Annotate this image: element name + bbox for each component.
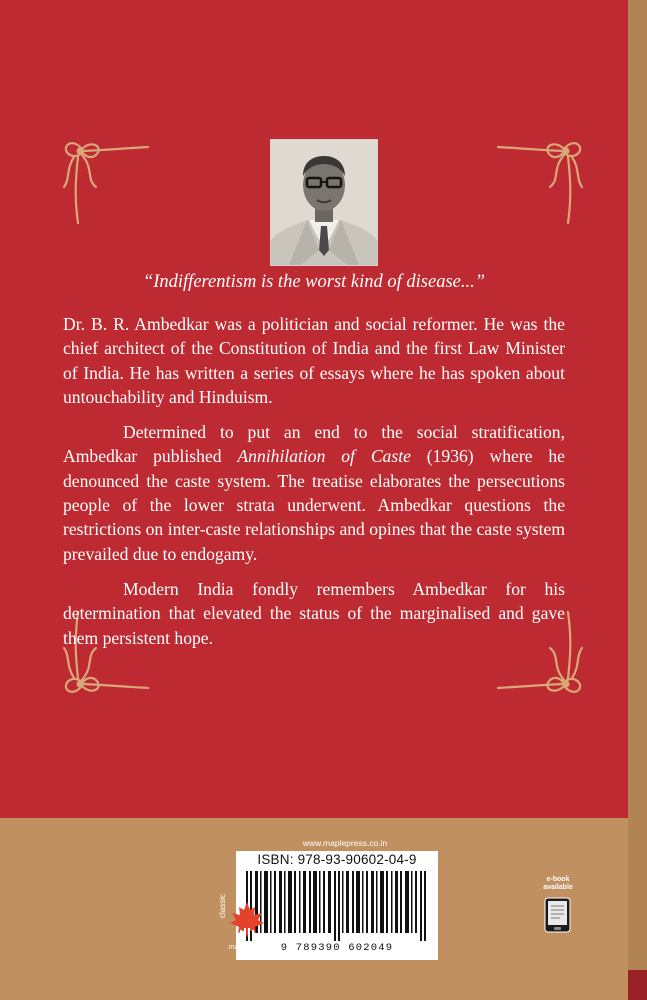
publisher-url: www.maplepress.co.in (302, 838, 388, 848)
blurb-paragraph-2-end: (1936) where he denounced the caste system. The treatise elaborates the persecutions people of the lower strata underwent. Ambedkar questions the restrictions on inter-caste relationships and opines that the caste system prevailed due to endogamy. (63, 446, 565, 564)
maple-leaf-logo-icon (229, 900, 265, 948)
book-title: Annihilation of Caste (237, 446, 411, 467)
barcode-number: 9 789390 602049 (280, 942, 394, 954)
spine-edge-bottom (628, 970, 647, 1000)
blurb (63, 312, 565, 661)
ebook-badge-label (538, 876, 578, 892)
blurb-paragraph-2-start: Determined to put an end to the social stratification, Ambedkar published (63, 422, 565, 467)
ebook-reader-icon (544, 897, 571, 933)
blurb-paragraph-2 (63, 420, 565, 566)
publisher-name: maple press (228, 944, 268, 951)
blurb-paragraph-3: Modern India fondly remembers Ambedkar for his determination that elevated the status of the marginalised and gave them persistent hope. (63, 578, 565, 648)
spine-edge (628, 0, 647, 1000)
isbn-label: ISBN: 978-93-90602-04-9 (257, 852, 417, 867)
quote: “Indifferentism is the worst kind of disease...” (142, 272, 486, 292)
author-portrait (270, 139, 378, 266)
ebook-label-line-1: e-book (546, 876, 570, 883)
ribbon-ornament-top-right (491, 135, 586, 230)
barcode-bars (242, 871, 432, 941)
ebook-label-line-2: available (543, 884, 573, 891)
blurb-paragraph-1: Dr. B. R. Ambedkar was a politician and social reformer. He was the chief architect of the Constitution of India and the first Law Minister of India. He has written a series of essays where he has spoken about untouchability and Hinduism. (63, 314, 565, 407)
series-label: classic (218, 893, 227, 918)
ribbon-ornament-top-left (60, 135, 155, 230)
